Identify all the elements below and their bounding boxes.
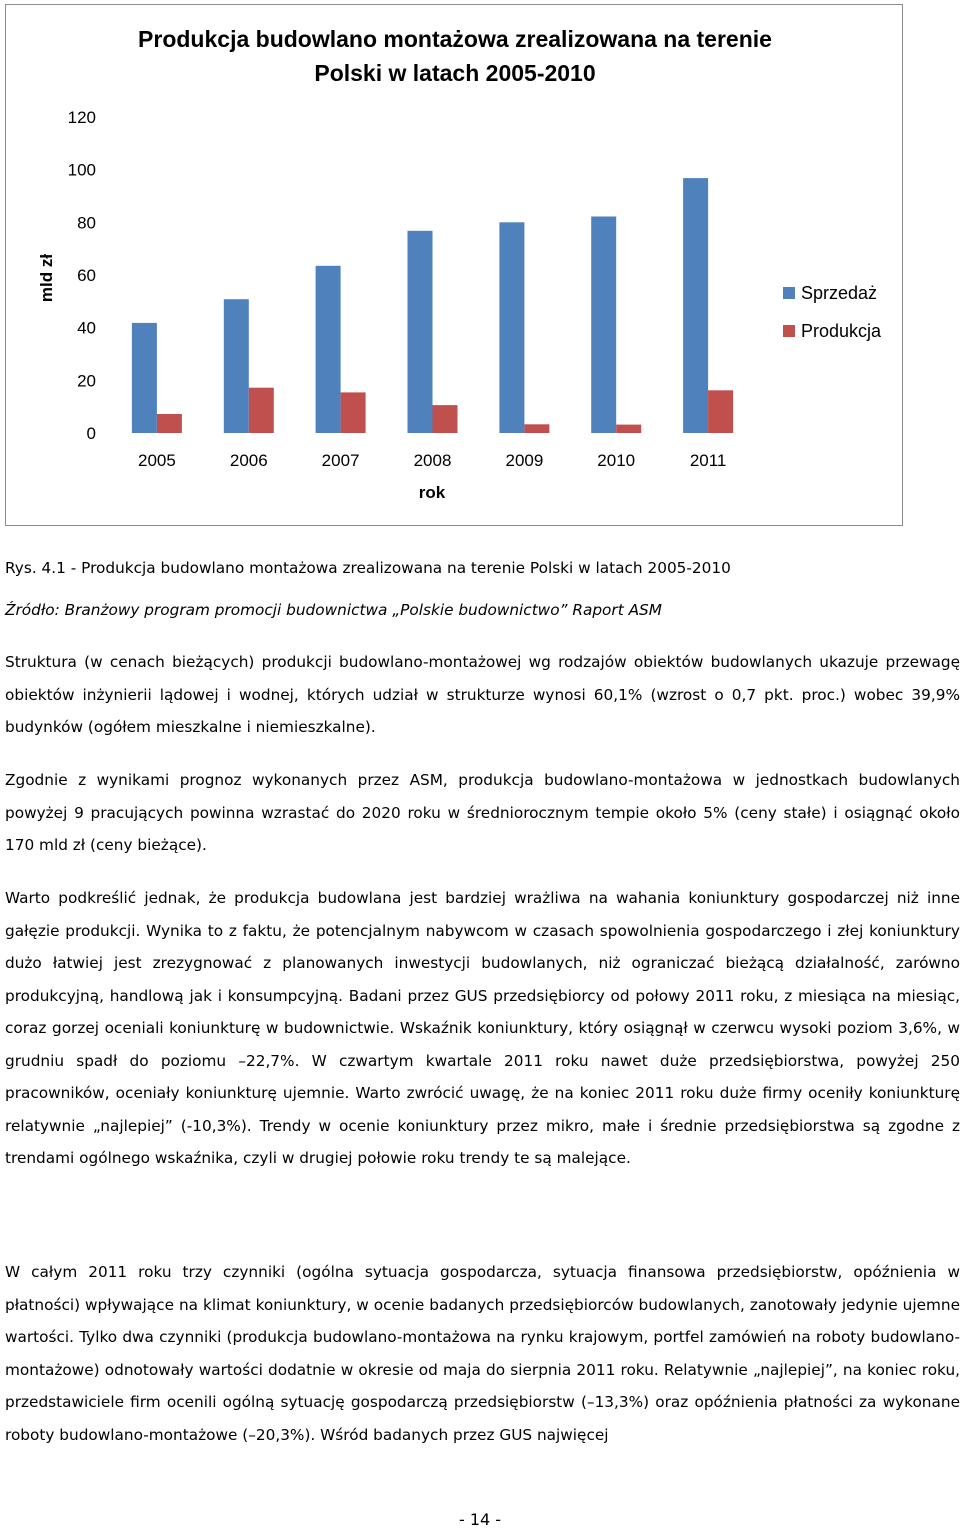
x-axis-title: rok [418, 483, 446, 502]
x-tick-label: 2005 [137, 451, 176, 470]
x-tick-label: 2011 [689, 451, 727, 470]
y-tick-label: 20 [77, 371, 96, 391]
y-tick-label: 100 [67, 160, 96, 180]
legend-label: Sprzedaż [801, 283, 878, 303]
bar-produkcja-2009 [524, 424, 549, 433]
bar-sprzedaz-2005 [132, 323, 157, 433]
legend-label: Produkcja [801, 321, 882, 341]
y-tick-label: 80 [77, 213, 96, 233]
bar-sprzedaz-2006 [224, 299, 249, 433]
legend-swatch [783, 287, 795, 299]
y-tick-labels [68, 108, 96, 443]
bar-produkcja-2011 [708, 390, 733, 433]
paragraph: Warto podkreślić jednak, że produkcja budowlana jest bardziej wrażliwa na wahania koniunktury gospodarczej niż inne gałęzie produkcji. Wynika to z faktu, że potencjalnym nabywcom w czasach spowolnienia gospodarczego i złej koniunktury dużo łatwiej jest zrezygnować z planowanych inwestycji budowlanych, niż ograniczać bieżącą działalność, zarówno produkcyjną, handlową jak i konsumpcyjną. Badani przez GUS przedsiębiorcy od połowy 2011 roku, z miesiąca na miesiąc, coraz gorzej oceniali koniunkturę w budownictwie. Wskaźnik koniunktury, który osiągnął w czerwcu wysoki poziom 3,6%, w grudniu spadł do poziomu –22,7%. W czwartym kwartale 2011 roku nawet duże przedsiębiorstwa, powyżej 250 pracowników, oceniały koniunkturę ujemnie. Warto zwrócić uwagę, że na koniec 2011 roku duże firmy oceniły koniunkturę relatywnie „najlepiej” (-10,3%). Trendy w ocenie koniunktury przez mikro, małe i średnie przedsiębiorstwa są zgodne z trendami ogólnego wskaźnika, czyli w drugiej połowie roku trendy te są malejące. [5, 889, 960, 1167]
chart-title-line-1: Produkcja budowlano montażowa zrealizowana na terenie [138, 26, 772, 52]
bar-produkcja-2008 [433, 405, 458, 433]
paragraph: W całym 2011 roku trzy czynniki (ogólna sytuacja gospodarcza, sytuacja finansowa przedsiębiorstw, opóźnienia w płatności) wpływające na klimat koniunktury, w ocenie badanych przedsiębiorców budowlanych, zanotowały jedynie ujemne wartości. Tylko dwa czynniki (produkcja budowlano-montażowa na rynku krajowym, portfel zamówień na roboty budowlano-montażowe) odnotowały wartości dodatnie w okresie od maja do sierpnia 2011 roku. Relatywnie „najlepiej”, na koniec roku, przedstawiciele firm ocenili ogólną sytuację gospodarczą przedsiębiorstw (–13,3%) oraz opóźnienia płatności za wykonane roboty budowlano-montażowe (–20,3%). Wśród badanych przez GUS najwięcej [5, 1263, 960, 1444]
legend-swatch [783, 325, 795, 337]
x-tick-label: 2008 [413, 451, 452, 470]
bar-sprzedaz-2007 [316, 266, 341, 433]
x-tick-label: 2007 [321, 451, 360, 470]
bar-produkcja-2007 [341, 392, 366, 433]
x-tick-label: 2010 [597, 451, 636, 470]
chart-frame [5, 4, 903, 526]
figure-source: Źródło: Branżowy program promocji budownictwa „Polskie budownictwo” Raport ASM [5, 601, 662, 619]
bar-chart [6, 5, 904, 527]
y-axis-title: mld zł [37, 253, 56, 303]
bars [132, 178, 733, 433]
bar-produkcja-2006 [249, 388, 274, 433]
bar-produkcja-2005 [157, 414, 182, 433]
paragraph: Struktura (w cenach bieżących) produkcji budowlano-montażowej wg rodzajów obiektów budowlanych ukazuje przewagę obiektów inżynierii lądowej i wodnej, których udział w strukturze wynosi 60,1% (wzrost o 0,7 pkt. proc.) wobec 39,9% budynków (ogółem mieszkalne i niemieszkalne). [5, 653, 960, 736]
x-tick-labels [138, 451, 726, 470]
bar-produkcja-2010 [616, 425, 641, 433]
chart-title-line-2: Polski w latach 2005-2010 [314, 60, 596, 86]
bar-sprzedaz-2009 [499, 222, 524, 433]
paragraph: Zgodnie z wynikami prognoz wykonanych przez ASM, produkcja budowlano-montażowa w jednostkach budowlanych powyżej 9 pracujących powinna wzrastać do 2020 roku w średniorocznym tempie około 5% (ceny stałe) i osiągnąć około 170 mld zł (ceny bieżące). [5, 771, 960, 854]
x-tick-label: 2006 [229, 451, 268, 470]
y-tick-label: 40 [77, 318, 96, 338]
legend [783, 283, 882, 341]
bar-sprzedaz-2011 [683, 178, 708, 433]
page-number: - 14 - [458, 1510, 502, 1529]
y-tick-label: 60 [77, 266, 96, 285]
y-tick-label: 120 [67, 108, 96, 127]
x-tick-label: 2009 [505, 451, 544, 470]
y-tick-label: 0 [86, 424, 96, 443]
figure-caption: Rys. 4.1 - Produkcja budowlano montażowa zrealizowana na terenie Polski w latach 2005-2010 [5, 559, 731, 577]
bar-sprzedaz-2008 [408, 231, 433, 433]
bar-sprzedaz-2010 [591, 217, 616, 434]
